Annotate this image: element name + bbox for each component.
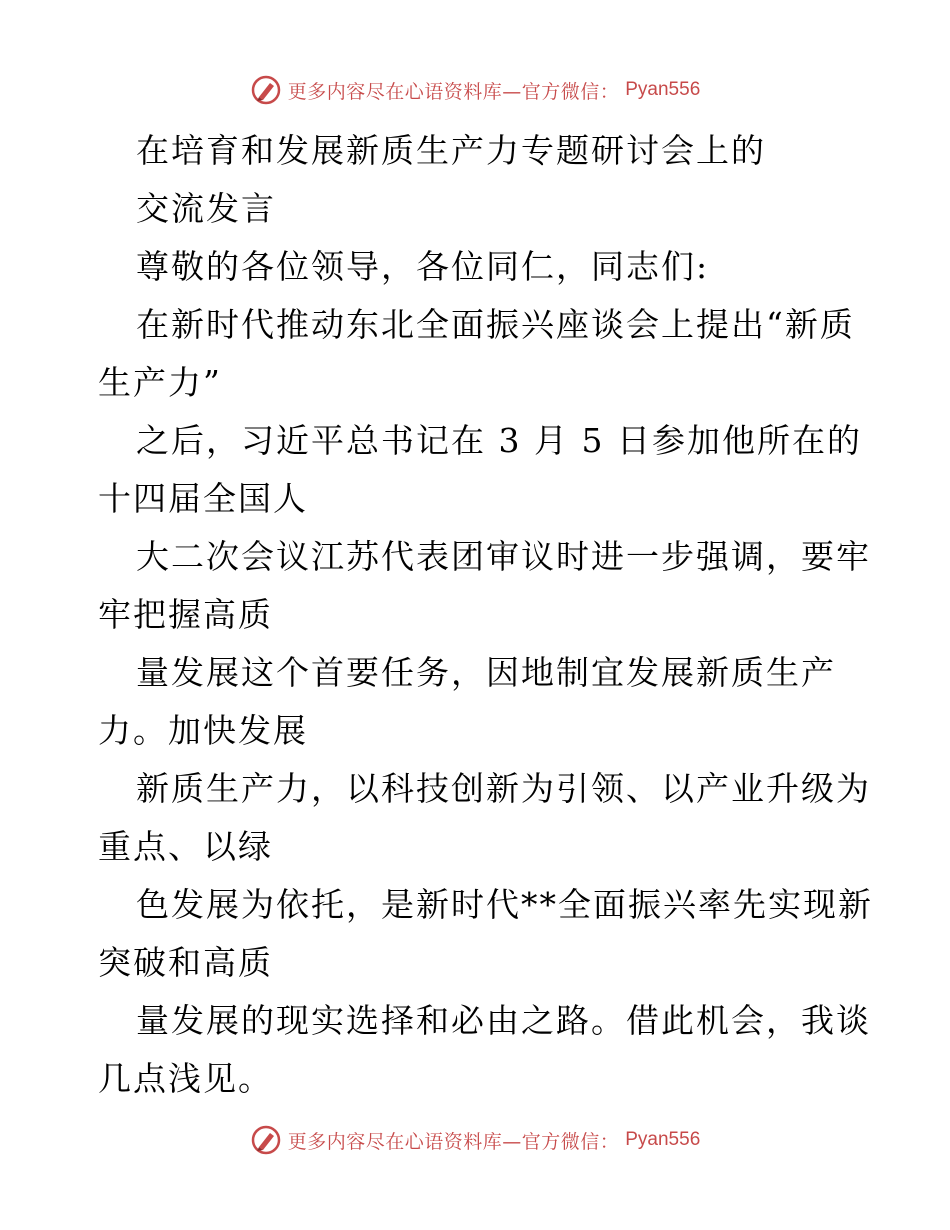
document-body <box>98 122 873 1108</box>
footer-watermark <box>0 1120 950 1160</box>
text-line: 十四届全国人 <box>98 479 308 518</box>
watermark-wechat-id: Pyan556 <box>625 79 701 100</box>
text-line: 突破和高质 <box>98 943 273 982</box>
text-line: 尊敬的各位领导，各位同仁，同志们: <box>136 247 710 286</box>
text-line: 交流发言 <box>136 189 276 228</box>
pen-logo-icon <box>250 1124 282 1156</box>
text-line: 几点浅见。 <box>98 1059 273 1098</box>
text-line: 量发展这个首要任务，因地制宜发展新质生产 <box>136 653 836 692</box>
text-line: 牢把握高质 <box>98 595 273 634</box>
text-line: 生产力” <box>98 363 222 402</box>
watermark-text: 更多内容尽在心语资料库—官方微信： <box>287 80 620 103</box>
text-line: 新质生产力，以科技创新为引领、以产业升级为 <box>136 769 871 808</box>
text-line: 力。加快发展 <box>98 711 308 750</box>
text-line: 在培育和发展新质生产力专题研讨会上的 <box>136 131 766 170</box>
watermark-wechat-id: Pyan556 <box>625 1129 701 1150</box>
text-line: 量发展的现实选择和必由之路。借此机会，我谈 <box>136 1001 871 1040</box>
text-line: 在新时代推动东北全面振兴座谈会上提出“新质 <box>136 305 855 344</box>
text-line: 重点、以绿 <box>98 827 273 866</box>
header-watermark <box>0 70 950 110</box>
text-line: 之后，习近平总书记在 3 月 5 日参加他所在的 <box>136 421 862 460</box>
pen-logo-icon <box>250 74 282 106</box>
text-line: 大二次会议江苏代表团审议时进一步强调，要牢 <box>136 537 871 576</box>
watermark-text: 更多内容尽在心语资料库—官方微信： <box>287 1130 620 1153</box>
text-line: 色发展为依托，是新时代**全面振兴率先实现新 <box>136 885 873 924</box>
